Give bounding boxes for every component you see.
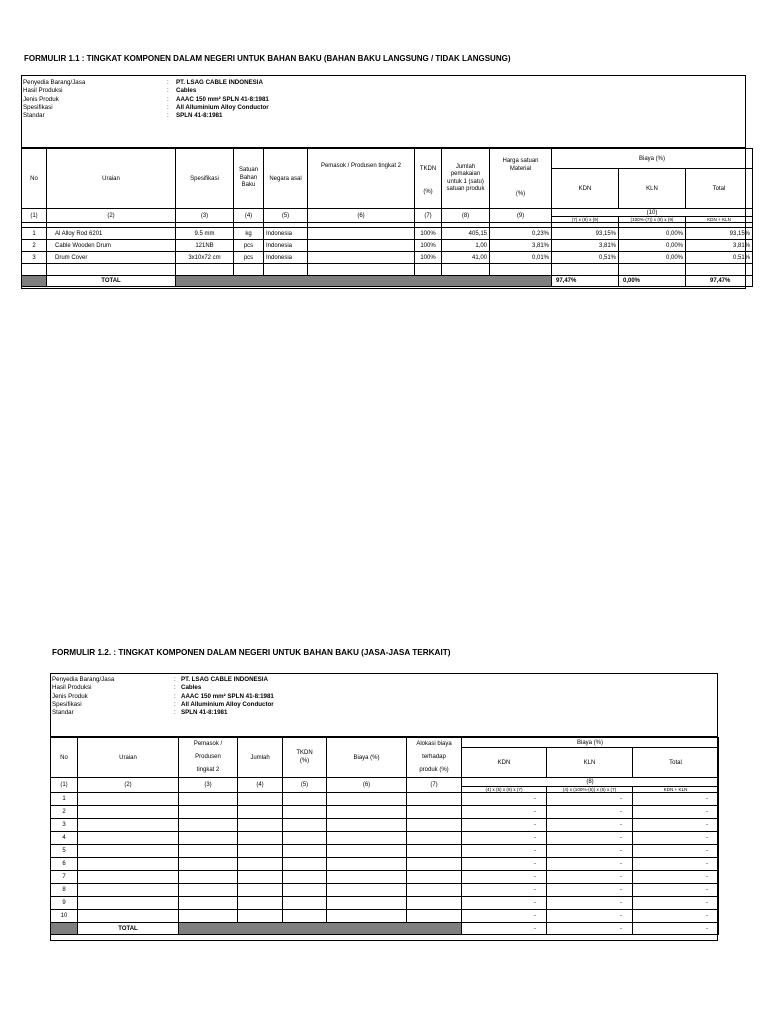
col-header-biaya: Biaya (%) <box>552 149 753 169</box>
col-header-uraian: Uraian <box>47 149 176 209</box>
form1-sheet <box>21 75 751 289</box>
total-row <box>51 923 719 935</box>
total-kln: - <box>547 923 633 935</box>
col-header-uraian: Uraian <box>78 738 179 778</box>
col-header-kln: KLN <box>619 169 686 209</box>
col-header-negara: Negara asal <box>264 149 308 209</box>
total-kln: 0,00% <box>619 276 686 287</box>
col-header-kln: KLN <box>547 748 633 778</box>
table-row: 1 - - - <box>51 793 719 806</box>
info-row: Standar : SPLN 41-8:1981 <box>23 112 223 120</box>
info-row: Spesifikasi : All Alluminium Alloy Conductor <box>52 700 274 708</box>
col-header-no: No <box>22 149 47 209</box>
formula-row: (4) x (5) x (6) x (7) (4) x (100%-(5)) x (6) x (7) KDN + KLN <box>51 787 719 793</box>
table-row: 6 - - - <box>51 858 719 871</box>
column-number-row: (1) (2) (3) (4) (5) (6) (7) (8) (9) (10) <box>22 209 753 217</box>
info-row: Standar : SPLN 41-8:1981 <box>52 709 228 717</box>
table-row: 1 Al Alloy Rod 6201 9.5 mm kg Indonesia 100% 405,15 0,23% 93,15% 0,00% 93,15% <box>22 228 753 240</box>
col-header-total: Total <box>686 169 753 209</box>
table-row: 4 - - - <box>51 832 719 845</box>
table-row: 8 - - - <box>51 884 719 897</box>
col-header-pemasok: Pemasok / Produsen tingkat 2 <box>308 149 415 209</box>
info-row: Penyedia Barang/Jasa : PT. LSAG CABLE INDONESIA <box>23 79 263 86</box>
col-header-jumlah: Jumlah <box>238 738 283 778</box>
form1-info <box>22 76 745 148</box>
info-row: Spesifikasi : All Alluminium Alloy Conductor <box>23 103 269 111</box>
table-row: 9 - - - <box>51 897 719 910</box>
table-row: 5 - - - <box>51 845 719 858</box>
table-row: 2 Cable Wooden Drum 121NB pcs Indonesia 100% 1,00 3,81% 3,81% 0,00% 3,81% <box>22 240 753 252</box>
col-header-biaya: Biaya (%) <box>327 738 407 778</box>
table-row: 3 - - - <box>51 819 719 832</box>
col-header-satuan: Satuan Bahan Baku <box>234 149 264 209</box>
form1-title: FORMULIR 1.1 : TINGKAT KOMPONEN DALAM NEGERI UNTUK BAHAN BAKU (BAHAN BAKU LANGSUNG / TIDAK LANGSUNG) <box>24 54 511 63</box>
col-header-jumlah: Jumlah pemakaian untuk 1 (satu) satuan produk <box>442 149 490 209</box>
form2-sheet <box>50 673 718 941</box>
column-number-row: (1) (2) (3) (4) (5) (6) (7) (8) <box>51 778 719 787</box>
form2-info <box>51 674 717 737</box>
col-header-no: No <box>51 738 78 778</box>
col-header-harga: Harga satuan Material (%) <box>490 149 552 209</box>
total-label: TOTAL <box>47 276 176 287</box>
table-row: 10 - - - <box>51 910 719 923</box>
total-row <box>22 276 753 287</box>
total-total: 97,47% <box>686 276 753 287</box>
col-header-alokasi: Alokasi biaya terhadap produk (%) <box>407 738 462 778</box>
total-kdn: 97,47% <box>552 276 619 287</box>
info-row: Jenis Produk : AAAC 150 mm² SPLN 41-8:1981 <box>23 95 269 103</box>
info-row: Hasil Produksi : Cables <box>23 87 197 95</box>
table-row: 7 - - - <box>51 871 719 884</box>
total-kdn: - <box>462 923 547 935</box>
col-header-tkdn: TKDN (%) <box>415 149 442 209</box>
col-header-biaya-group: Biaya (%) <box>462 738 719 748</box>
table-row: 2 - - - <box>51 806 719 819</box>
form1-table <box>21 148 753 287</box>
col-header-kdn: KDN <box>552 169 619 209</box>
form2-table <box>50 737 719 935</box>
col-header-spesifikasi: Spesifikasi <box>176 149 234 209</box>
col-header-tkdn: TKDN (%) <box>283 738 327 778</box>
info-row: Jenis Produk : AAAC 150 mm² SPLN 41-8:1981 <box>52 692 274 700</box>
col-header-total: Total <box>633 748 719 778</box>
info-row: Hasil Produksi : Cables <box>52 684 202 692</box>
table-row: 3 Drum Cover 3x10x72 cm pcs Indonesia 100% 41,00 0,01% 0,51% 0,00% 0,51% <box>22 252 753 264</box>
form2-title: FORMULIR 1.2. : TINGKAT KOMPONEN DALAM NEGERI UNTUK BAHAN BAKU (JASA-JASA TERKAIT) <box>52 648 451 657</box>
col-header-pemasok: Pemasok / Produsen tingkat 2 <box>179 738 238 778</box>
total-total: - <box>633 923 719 935</box>
info-row: Penyedia Barang/Jasa : PT. LSAG CABLE INDONESIA <box>52 676 268 683</box>
total-label: TOTAL <box>78 923 179 935</box>
col-header-kdn: KDN <box>462 748 547 778</box>
formula-row: (7) x (8) x (9) (100%-(7)) x (8) x (9) KDN + KLN <box>22 217 753 223</box>
